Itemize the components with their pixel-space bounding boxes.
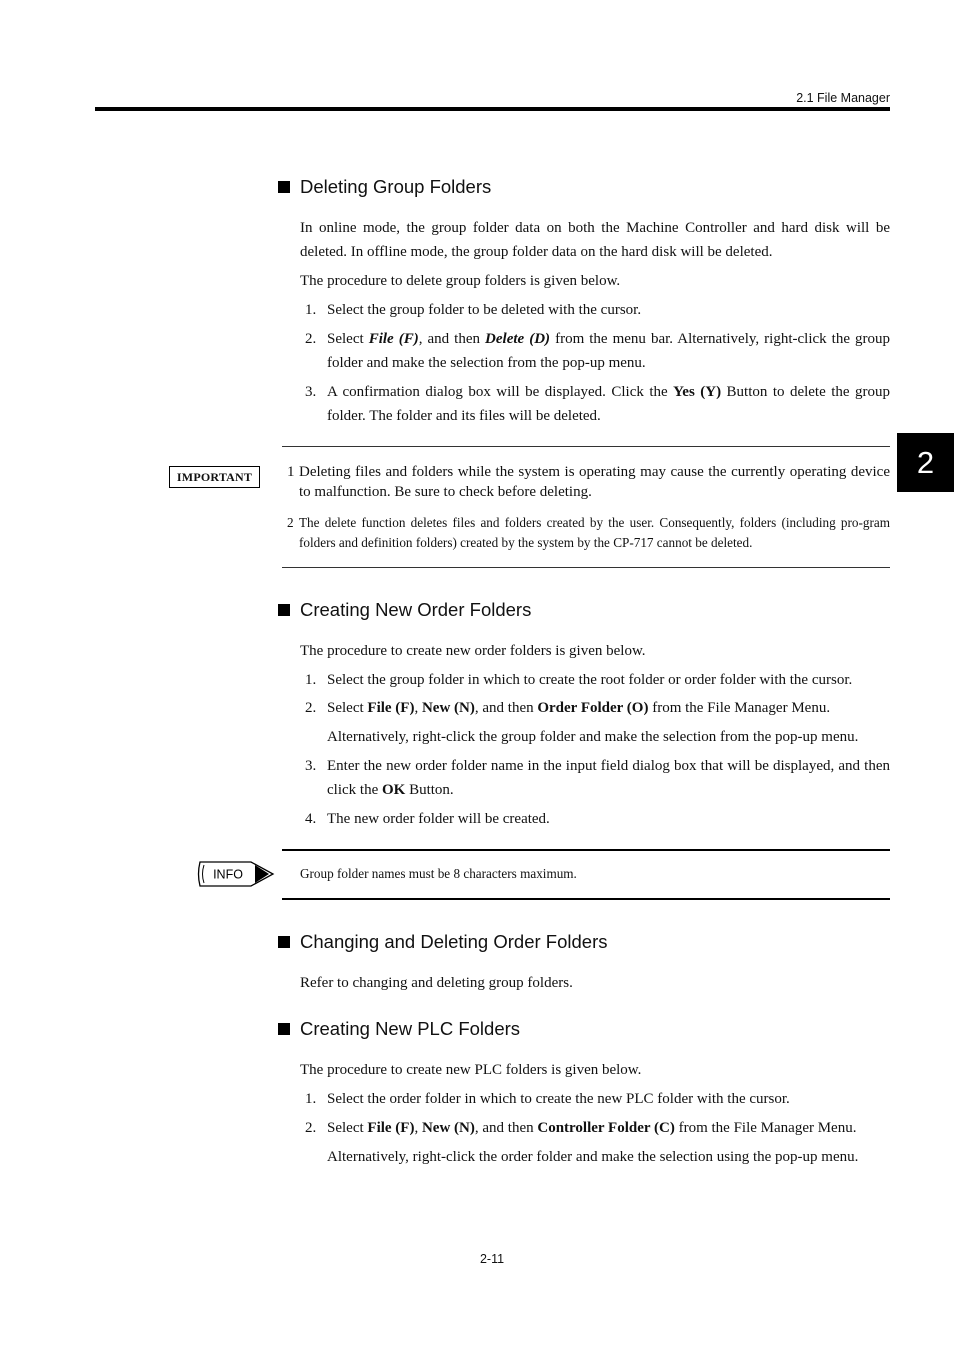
- step-number: 1.: [305, 672, 317, 688]
- heading-text: Creating New PLC Folders: [300, 1018, 521, 1039]
- paragraph-intro: In online mode, the group folder data on both the Machine Controller and hard disk will be deleted. In offline mode, the group folder data on the hard disk will be deleted.: [300, 220, 890, 260]
- list-item: [305, 327, 890, 375]
- step-number: 3.: [305, 384, 317, 400]
- button-term: Yes (Y): [673, 384, 722, 400]
- info-top-rule: [282, 849, 890, 851]
- step-text: Select the group folder in which to create the root folder or order folder with the cursor.: [327, 672, 853, 688]
- info-icon-label: INFO: [213, 867, 243, 882]
- step-number: 1.: [305, 302, 317, 318]
- section-heading-creating-new-order-folders: [278, 599, 531, 621]
- heading-text: Changing and Deleting Order Folders: [300, 931, 608, 952]
- step-number: 1.: [305, 1091, 317, 1107]
- step-text: The new order folder will be created.: [327, 811, 550, 827]
- heading-text: Creating New Order Folders: [300, 599, 532, 620]
- menu-term: New (N): [421, 700, 475, 716]
- menu-term: New (N): [421, 1120, 475, 1136]
- square-bullet-icon: [278, 604, 290, 616]
- square-bullet-icon: [278, 181, 290, 193]
- step-text: Select File (F), and then Delete (D) from the menu bar. Alternatively, right-click the group folder and make the selection from the pop-up menu.: [327, 331, 891, 371]
- menu-term: File (F): [367, 700, 415, 716]
- square-bullet-icon: [278, 936, 290, 948]
- paragraph-procedure: The procedure to create new order folders is given below.: [300, 643, 646, 659]
- square-bullet-icon: [278, 1023, 290, 1035]
- heading-text: Deleting Group Folders: [300, 176, 492, 197]
- paragraph-procedure: The procedure to create new PLC folders is given below.: [300, 1062, 642, 1078]
- list-item: [305, 807, 890, 831]
- list-item: [305, 1116, 890, 1140]
- chapter-tab: 2: [897, 433, 954, 492]
- list-item: [305, 298, 890, 322]
- important-badge: IMPORTANT: [169, 466, 260, 488]
- running-header: 2.1 File Manager: [796, 91, 890, 105]
- menu-term: Order Folder (O): [537, 700, 649, 716]
- menu-term: File (F): [368, 331, 419, 347]
- step-text: Select the group folder to be deleted with the cursor.: [327, 302, 642, 318]
- item-number: 1: [287, 464, 295, 480]
- step-text: Select the order folder in which to create the new PLC folder with the cursor.: [327, 1091, 790, 1107]
- list-item: [305, 754, 890, 802]
- info-text: Group folder names must be 8 characters maximum.: [300, 866, 577, 881]
- important-item: [287, 513, 890, 553]
- menu-term: Controller Folder (C): [537, 1120, 675, 1136]
- step-text: Select File (F), New (N), and then Controller Folder (C) from the File Manager Menu.: [327, 1120, 857, 1136]
- section-heading-deleting-group-folders: [278, 176, 491, 198]
- paragraph-procedure: The procedure to delete group folders is given below.: [300, 273, 621, 289]
- info-bottom-rule: [282, 898, 890, 900]
- paragraph: Refer to changing and deleting group folders.: [300, 975, 573, 991]
- list-item: [305, 668, 890, 692]
- section-heading-changing-deleting-order-folders: [278, 931, 607, 953]
- step-text: Select File (F), New (N), and then Order Folder (O) from the File Manager Menu.: [327, 700, 831, 716]
- page-number: 2-11: [479, 1252, 505, 1266]
- item-number: 2: [287, 515, 294, 530]
- list-item: [305, 380, 890, 428]
- important-bottom-rule: [282, 567, 890, 568]
- item-text: The delete function deletes files and folders created by the user. Consequently, folders (including pro-gram folders and definition folders) created by the system by the CP-717 cannot be deleted.: [299, 515, 890, 550]
- button-term: OK: [381, 782, 406, 798]
- step-number: 2.: [305, 331, 317, 347]
- important-item: [287, 462, 890, 502]
- step-continuation: Alternatively, right-click the order folder and make the selection using the pop-up menu.: [327, 1149, 859, 1165]
- important-top-rule: [282, 446, 890, 447]
- menu-term: File (F): [367, 1120, 415, 1136]
- step-number: 3.: [305, 758, 317, 774]
- menu-term: Delete (D): [485, 331, 551, 347]
- step-text: Enter the new order folder name in the input field dialog box that will be displayed, and then click the OK Button.: [327, 758, 890, 798]
- step-number: 4.: [305, 811, 317, 827]
- list-item: [305, 1087, 890, 1111]
- list-item: [305, 696, 890, 720]
- step-number: 2.: [305, 700, 317, 716]
- item-text: Deleting files and folders while the system is operating may cause the currently operating device to malfunction. Be sure to check before deleting.: [299, 464, 890, 500]
- step-text: A confirmation dialog box will be displayed. Click the Yes (Y) Button to delete the group folder. The folder and its files will be deleted.: [327, 384, 890, 424]
- step-continuation: Alternatively, right-click the group folder and make the selection from the pop-up menu.: [327, 729, 859, 745]
- header-rule: [95, 107, 890, 111]
- step-number: 2.: [305, 1120, 317, 1136]
- info-icon: [195, 859, 275, 889]
- section-heading-creating-new-plc-folders: [278, 1018, 520, 1040]
